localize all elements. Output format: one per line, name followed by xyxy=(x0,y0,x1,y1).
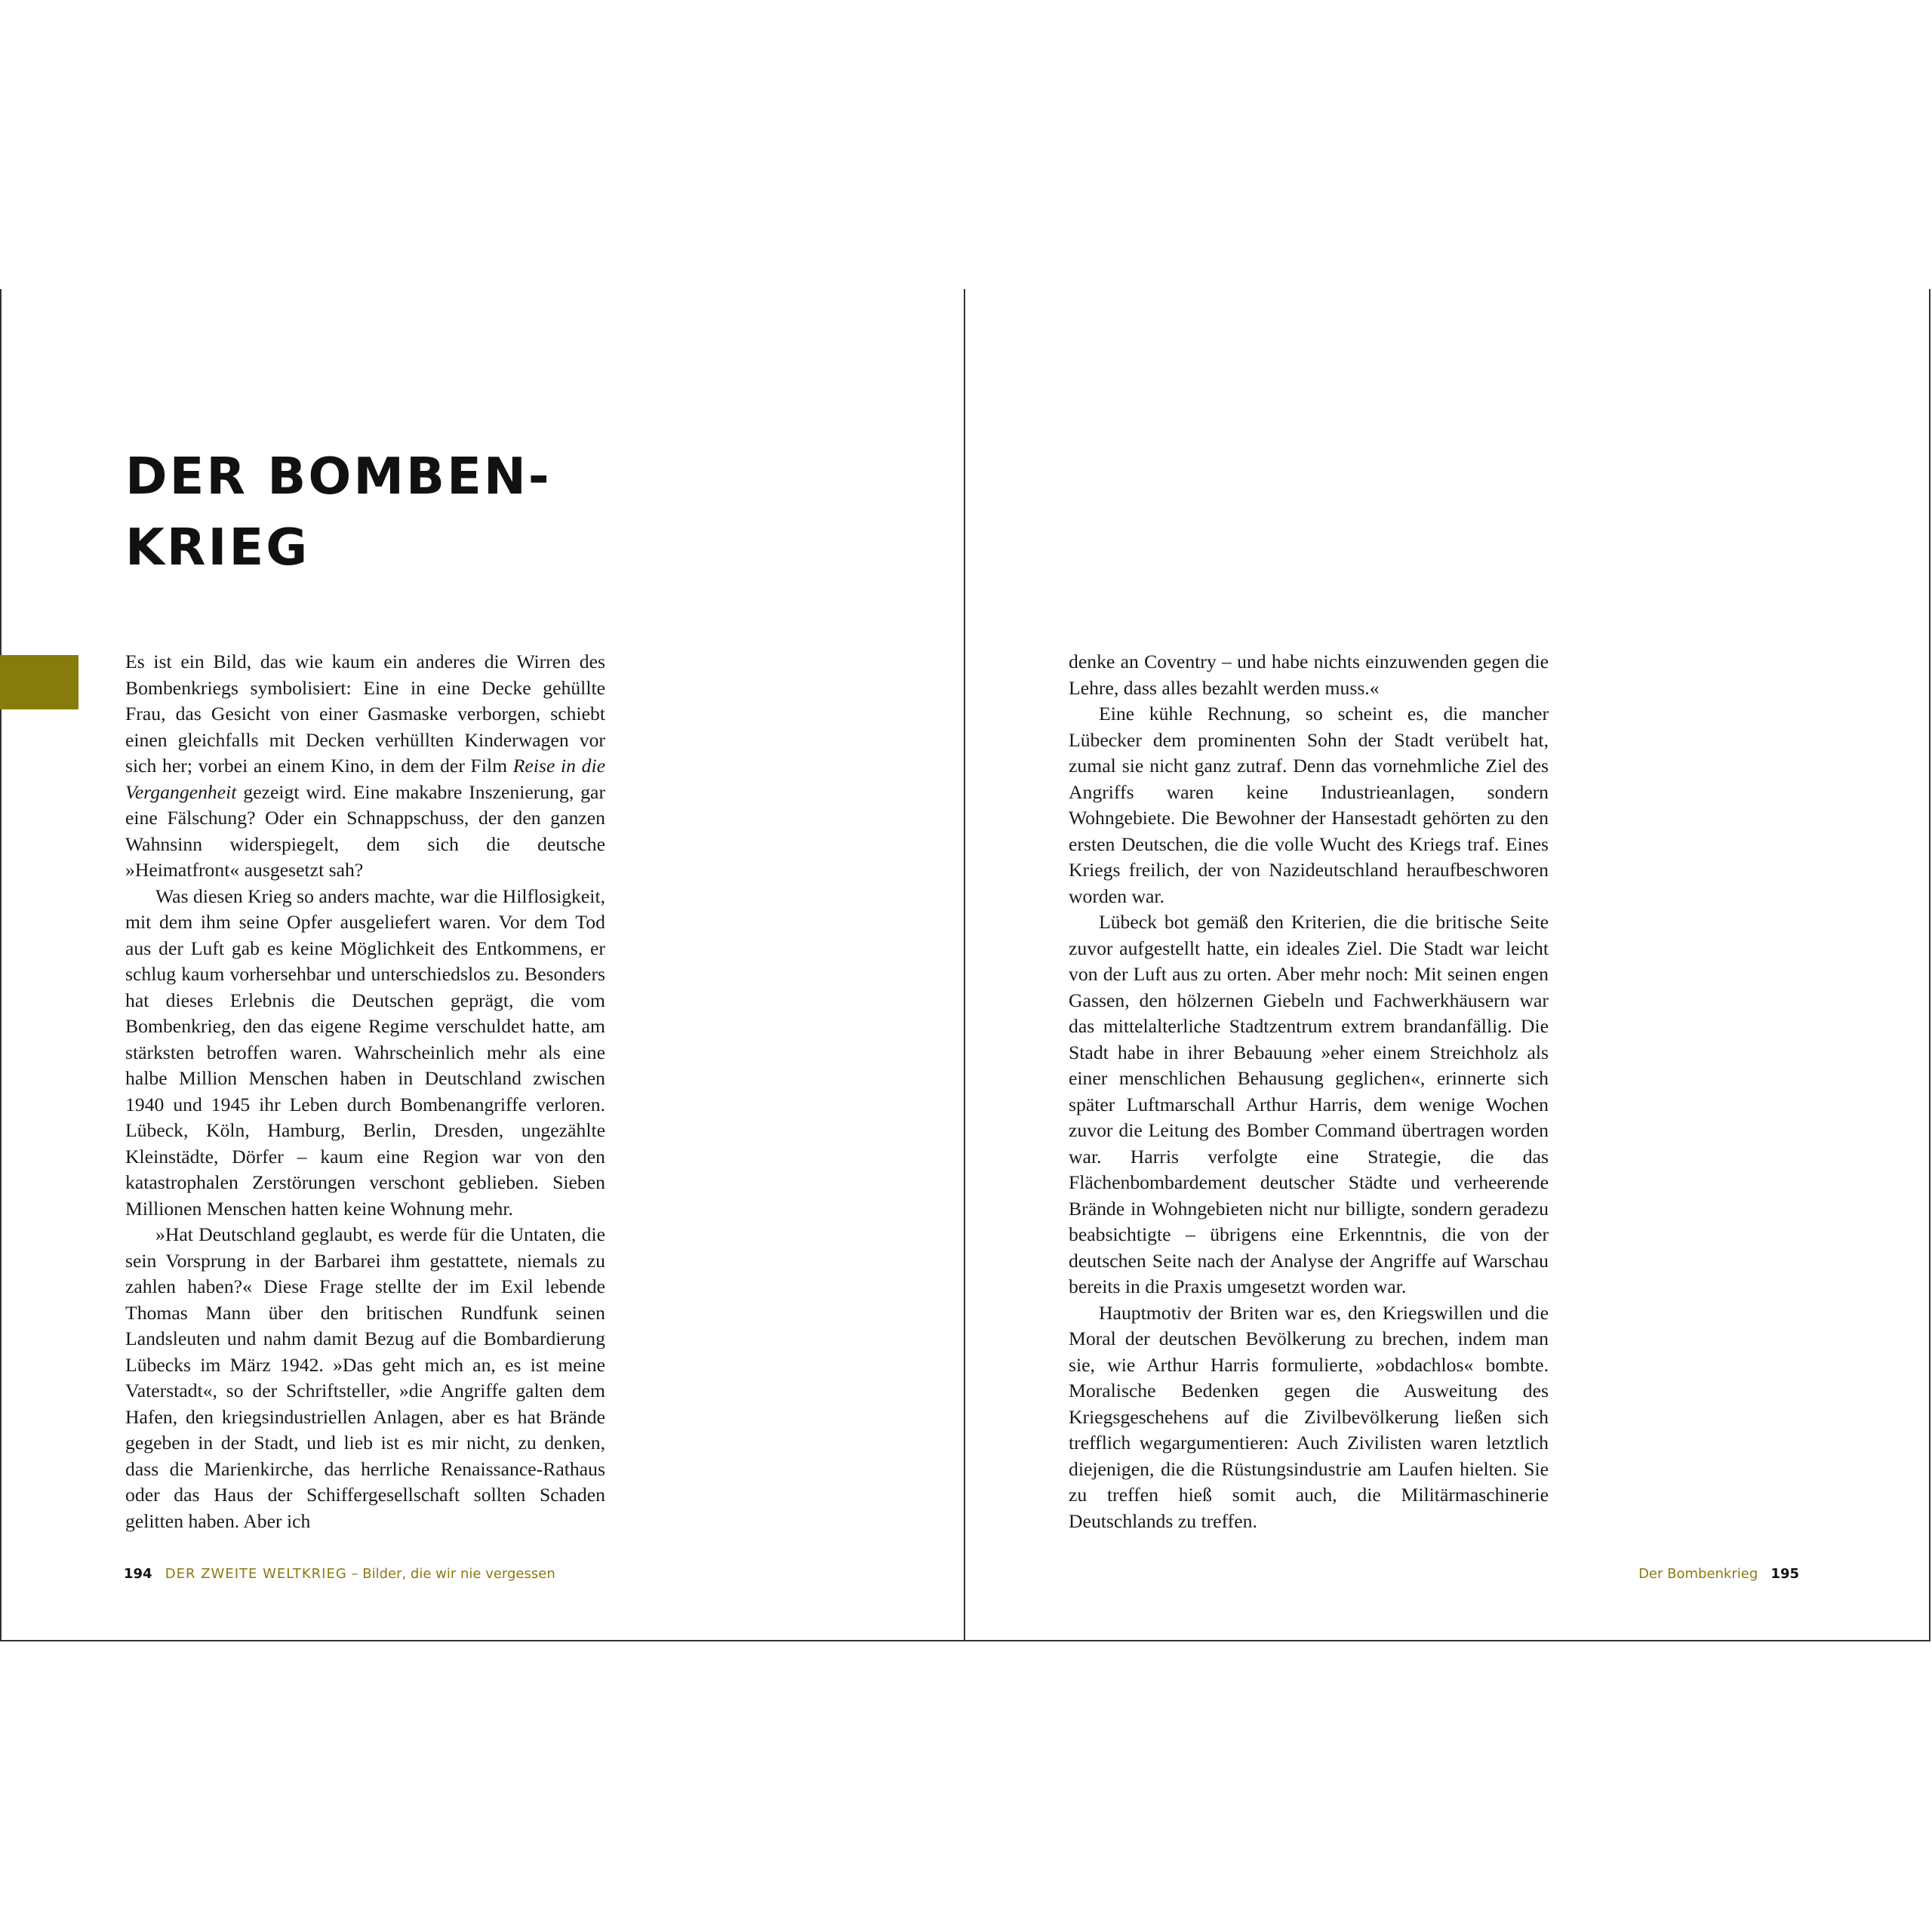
right-page-number: 195 xyxy=(1770,1566,1799,1582)
right-text-column xyxy=(1069,649,1549,1534)
left-footer xyxy=(124,1565,555,1583)
left-paragraph-3: »Hat Deutschland geglaubt, es werde für die Untaten, die sein Vorsprung in der Barbarei ihm gestattete, niemals zu zahlen haben?« Diese Frage stellte der im Exil lebende Thomas Mann über den britischen Rundfunk seinen Landsleuten und nahm damit Bezug auf die Bombardierung Lübecks im März 1942. »Das geht mich an, es ist meine Vaterstadt«, so der Schriftsteller, »die Angriffe galten dem Hafen, den kriegsindustriellen Anlagen, aber es hat Brände gegeben in der Stadt, und lieb ist es mir nicht, zu denken, dass die Marienkirche, das herrliche Renaissance-Rathaus oder das Haus der Schiffergesellschaft sollten Schaden gelitten haben. Aber ich xyxy=(125,1223,605,1532)
gutter-line xyxy=(964,289,965,1641)
right-paragraph-4: Hauptmotiv der Briten war es, den Kriegswillen und die Moral der deutschen Bevölkerung zu brechen, indem man sie, wie Arthur Harris formulierte, »obdachlos« bombte. Moralische Bedenken gegen die Ausweitung des Kriegsgeschehens auf die Zivilbevölkerung ließen sich trefflich wegargumentieren: Auch Zivilisten waren letztlich diejenigen, die die Rüstungsindustrie am Laufen hielten. Sie zu treffen hieß somit auch, die Militärmaschinerie Deutschlands zu treffen. xyxy=(1069,1301,1549,1532)
right-paragraph-3: Lübeck bot gemäß den Kriterien, die die britische Seite zuvor aufgestellt hatte, ein ideales Ziel. Die Stadt war leicht von der Luft aus zu orten. Aber mehr noch: Mit seinen engen Gassen, den hölzernen Giebeln und Fachwerkhäusern war das mittelalterliche Stadtzentrum extrem brandanfällig. Die Stadt habe in ihrer Bebauung »eher einem Streichholz als einer menschlichen Behausung geglichen«, erinnerte sich später Luftmarschall Arthur Harris, dem wenige Wochen zuvor die Leitung des Bomber Command übertragen worden war. Harris verfolgte eine Strategie, die das Flächenbombardement deutscher Städte und verheerende Brände in Wohngebieten nicht nur billigte, sondern geradezu beabsichtigte – übrigens eine Erkenntnis, die von der deutschen Seite nach der Analyse der Angriffe auf Warschau bereits in die Praxis umgesetzt worden war. xyxy=(1069,911,1549,1297)
left-text-column xyxy=(125,649,605,1534)
bottom-edge-line xyxy=(0,1640,1930,1641)
left-paragraph-2: Was diesen Krieg so anders machte, war die Hilflosigkeit, mit dem ihm seine Opfer ausgeliefert waren. Vor dem Tod aus der Luft gab es keine Möglichkeit des Entkommens, er schlug kaum vorhersehbar und unterschiedslos zu. Besonders hat dieses Erlebnis die Deutschen geprägt, die vom Bombenkrieg, den das eigene Regime verschuldet hatte, am stärksten betroffen waren. Wahrscheinlich mehr als eine halbe Million Menschen haben in Deutschland zwischen 1940 und 1945 ihr Leben durch Bombenangriffe verloren. Lübeck, Köln, Hamburg, Berlin, Dresden, ungezählte Kleinstädte, Dörfer – kaum eine Region war von den katastrophalen Zerstörungen verschont geblieben. Sieben Millionen Menschen hatten keine Wohnung mehr. xyxy=(125,884,605,1220)
footer-section-title: DER ZWEITE WELTKRIEG xyxy=(165,1566,347,1582)
footer-book-subtitle: – Bilder, die wir nie vergessen xyxy=(346,1566,555,1582)
right-footer xyxy=(1638,1565,1799,1583)
right-paragraph-1: denke an Coventry – und habe nichts einzuwenden gegen die Lehre, dass alles bezahlt werden muss.« xyxy=(1069,651,1549,699)
chapter-title xyxy=(125,441,552,583)
chapter-marker xyxy=(0,655,78,709)
left-page-number: 194 xyxy=(124,1566,152,1582)
right-paragraph-2: Eine kühle Rechnung, so scheint es, die mancher Lübecker dem prominenten Sohn der Stadt verübelt hat, zumal sie nicht ganz zutraf. Denn das vornehmliche Ziel des Angriffs waren keine Industrieanlagen, sondern Wohngebiete. Die Bewohner der Hansestadt gehörten zu den ersten Deutschen, die die volle Wucht des Kriegs traf. Eines Kriegs freilich, der von Nazideutschland heraufbeschworen worden war. xyxy=(1069,703,1549,907)
left-page-border xyxy=(0,289,2,1641)
chapter-title-line-1: DER BOMBEN- xyxy=(125,447,552,506)
left-paragraph-1: Es ist ein Bild, das wie kaum ein anderes die Wirren des Bombenkriegs symbolisiert: Eine in eine Decke gehüllte Frau, das Gesicht von einer Gasmaske verborgen, schiebt einen gleichfalls mit Decken verhüllten Kinderwagen vor sich her; vorbei an einem Kino, in dem der Film Reise in die Vergangenheit gezeigt wird. Eine makabre Inszenierung, gar eine Fälschung? Oder ein Schnappschuss, der den ganzen Wahnsinn widerspiegelt, dem sich die deutsche »Heimatfront« ausgesetzt sah? xyxy=(125,651,605,881)
film-title: Reise in die Vergangenheit xyxy=(125,755,605,803)
chapter-title-line-2: KRIEG xyxy=(125,518,310,577)
footer-chapter-title: Der Bombenkrieg xyxy=(1638,1566,1758,1582)
right-page-border xyxy=(1929,289,1930,1641)
